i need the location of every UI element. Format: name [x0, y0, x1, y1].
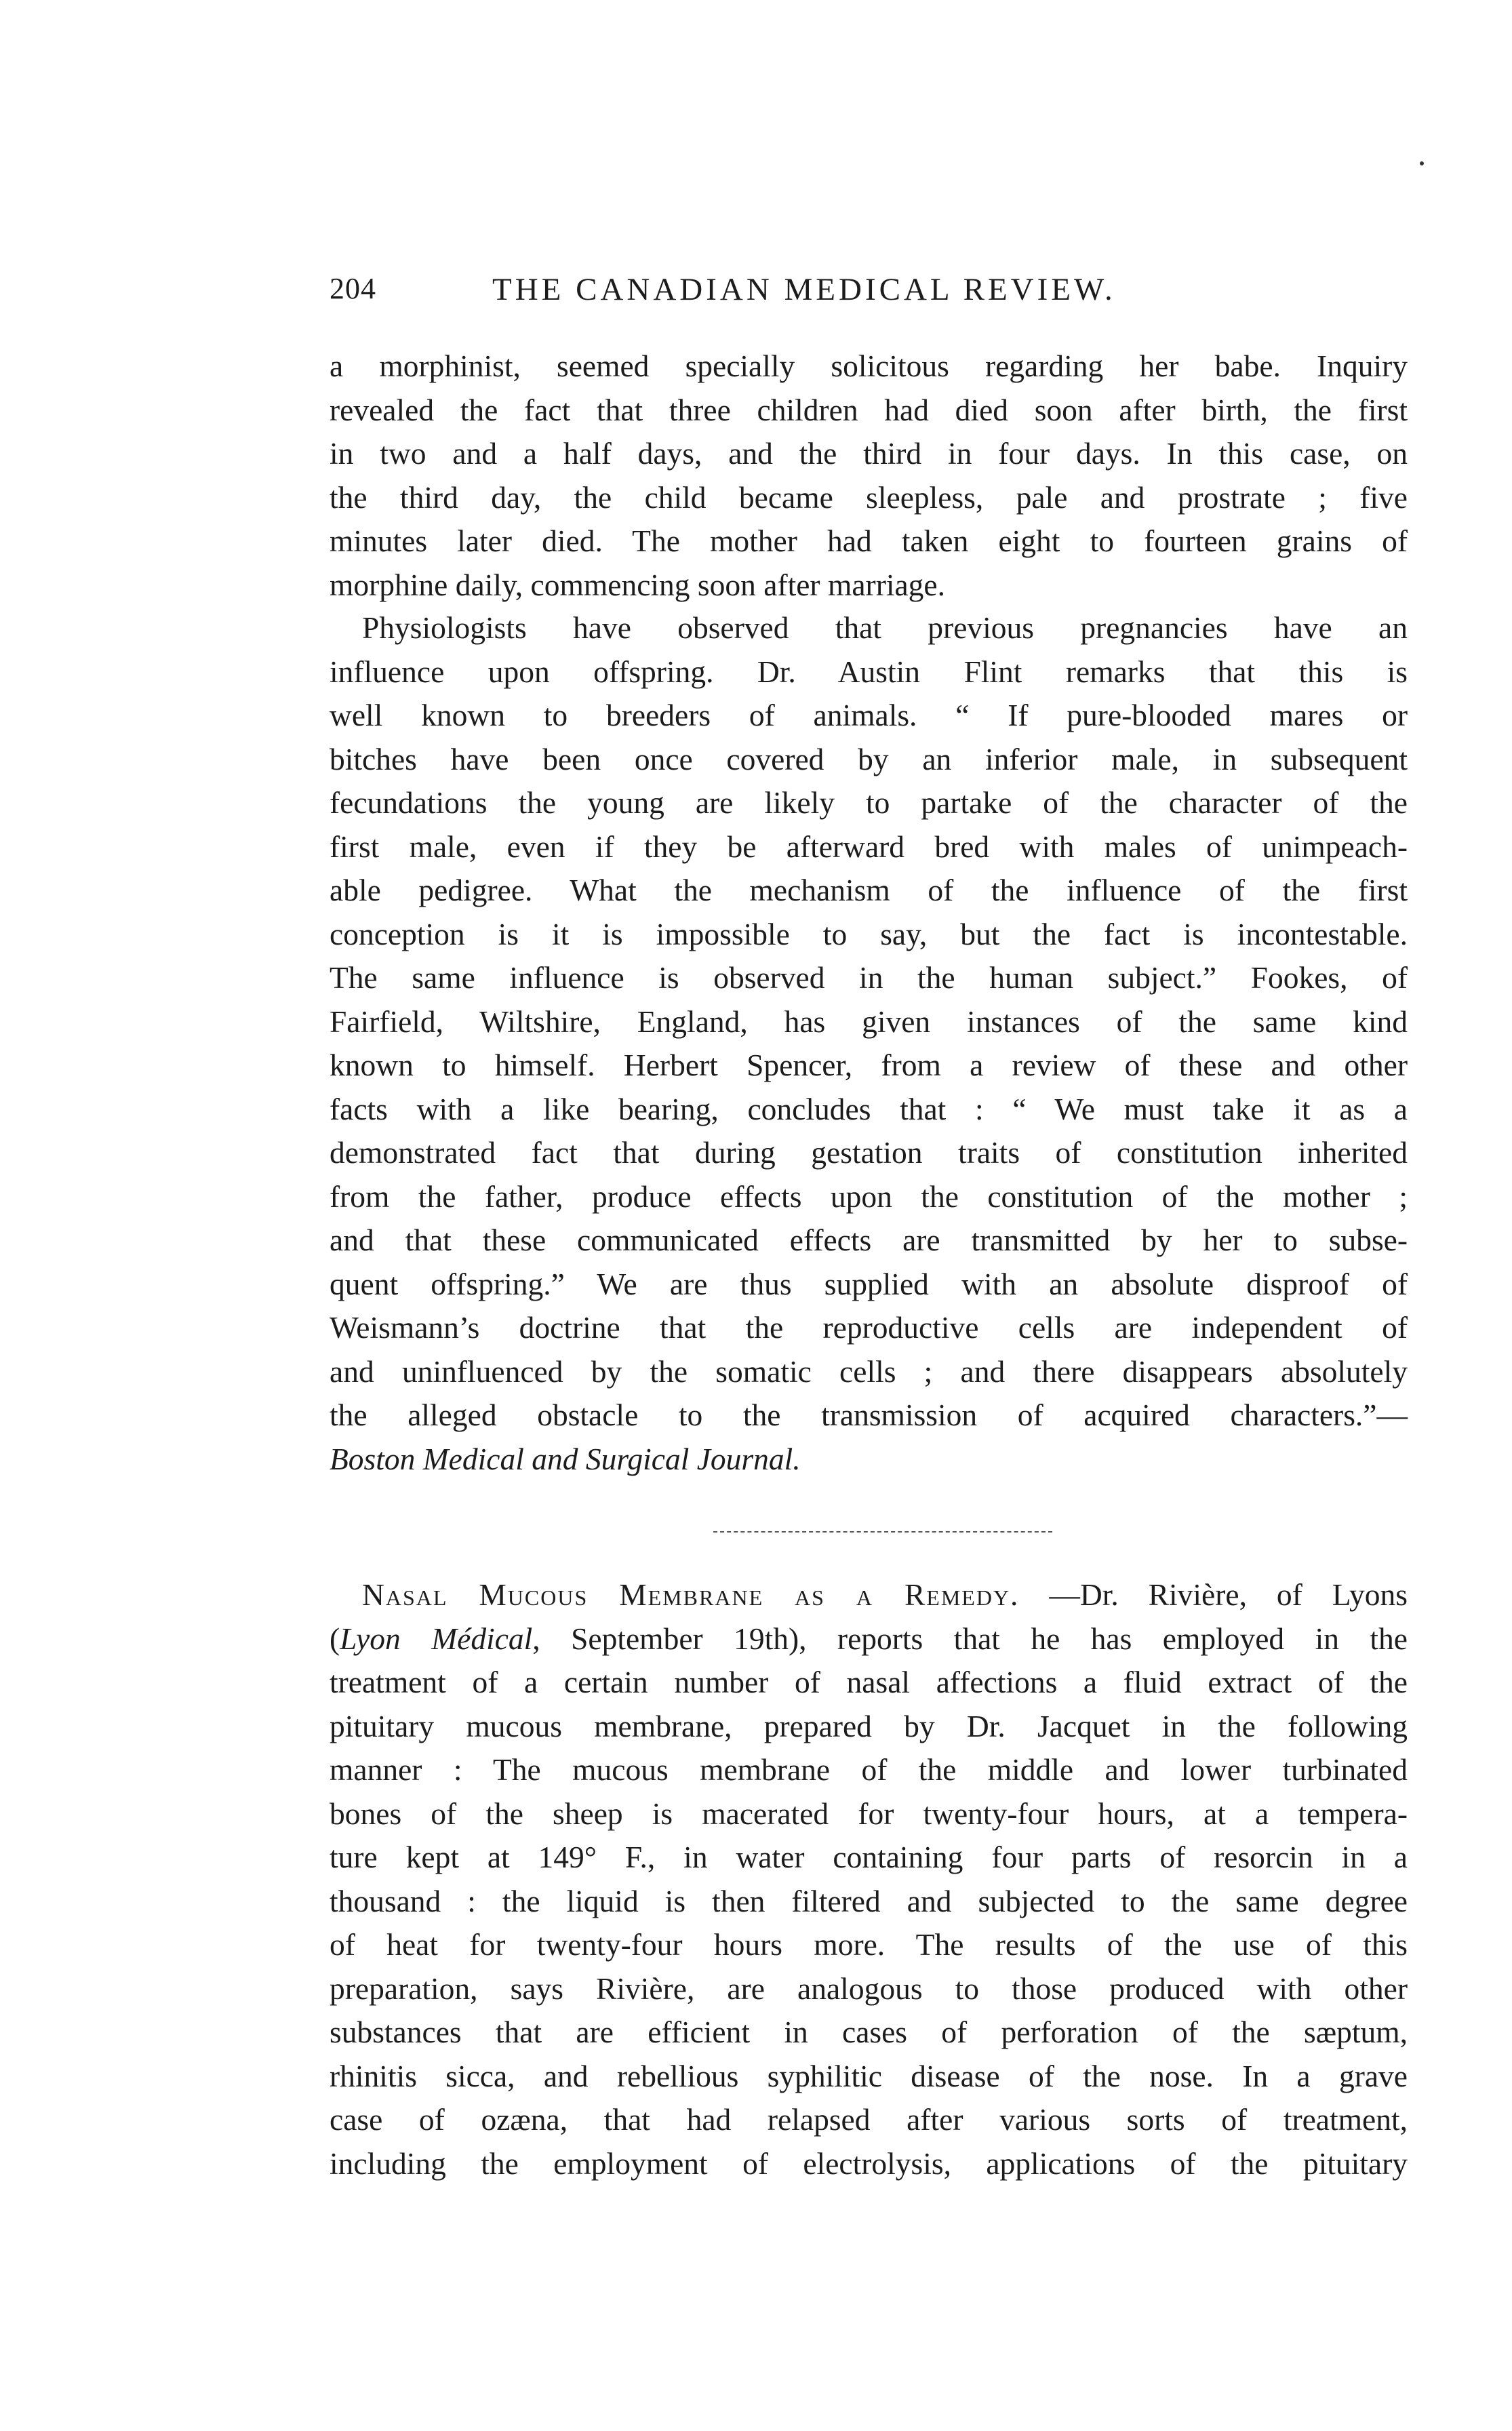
paragraph-nasal-mucous-membrane	[330, 1573, 1408, 2186]
source-citation: Boston Medical and Surgical Journal.	[330, 1441, 801, 1476]
text-line	[330, 1617, 1408, 1661]
text-line: thousand : the liquid is then filtered and subjected to the same degree	[330, 1883, 1408, 1918]
text-line: demonstrated fact that during gestation traits of constitution inherited	[330, 1135, 1408, 1170]
text-line: revealed the fact that three children had died soon after birth, the first	[330, 392, 1408, 427]
text-fragment: —Dr. Rivière, of Lyons	[1019, 1577, 1408, 1612]
text-line: The same influence is observed in the human subject.” Fookes, of	[330, 960, 1408, 995]
page-number: 204	[330, 272, 376, 305]
journal-reference: Lyon Médical	[340, 1621, 533, 1656]
journal-title: THE CANADIAN MEDICAL REVIEW.	[492, 272, 1116, 307]
text-line: and uninfluenced by the somatic cells ; and there disappears absolutely	[330, 1353, 1408, 1389]
text-line: fecundations the young are likely to partake of the character of the	[330, 785, 1408, 820]
text-line: the third day, the child became sleepless, pale and prostrate ; five	[330, 479, 1408, 515]
text-line: morphine daily, commencing soon after marriage.	[330, 567, 946, 602]
text-line: facts with a like bearing, concludes that : “ We must take it as a	[330, 1091, 1408, 1126]
section-divider	[713, 1531, 1052, 1533]
text-line: case of ozæna, that had relapsed after various sorts of treatment,	[330, 2102, 1408, 2137]
text-line: preparation, says Rivière, are analogous to those produced with other	[330, 1971, 1408, 2006]
text-line: influence upon offspring. Dr. Austin Flint remarks that this is	[330, 654, 1408, 689]
text-line: in two and a half days, and the third in four days. In this case, on	[330, 436, 1408, 471]
text-line: bones of the sheep is macerated for twenty-four hours, at a tempera-	[330, 1796, 1408, 1831]
text-line: minutes later died. The mother had taken eight to fourteen grains of	[330, 523, 1408, 558]
text-line: able pedigree. What the mechanism of the influence of the first	[330, 873, 1408, 907]
text-line: Weismann’s doctrine that the reproductive cells are independent of	[330, 1310, 1408, 1345]
paragraph-previous-pregnancies	[330, 606, 1408, 1481]
text-line: Physiologists have observed that previous pregnancies have an	[362, 610, 1408, 645]
text-line: manner : The mucous membrane of the middle and lower turbinated	[330, 1752, 1408, 1787]
text-line: pituitary mucous membrane, prepared by Dr. Jacquet in the following	[330, 1708, 1408, 1743]
text-line: from the father, produce effects upon the constitution of the mother ;	[330, 1179, 1408, 1214]
text-line: and that these communicated effects are transmitted by her to subse-	[330, 1223, 1408, 1257]
text-line: quent offspring.” We are thus supplied with an absolute disproof of	[330, 1266, 1408, 1301]
paragraph-morphine-case	[330, 344, 1408, 607]
text-line: rhinitis sicca, and rebellious syphilitic disease of the nose. In a grave	[330, 2058, 1408, 2093]
text-fragment: , September 19th), reports that he has employed in the	[532, 1621, 1408, 1656]
text-line: conception is it is impossible to say, but the fact is incontestable.	[330, 916, 1408, 951]
article-heading: Nasal Mucous Membrane as a Remedy.	[362, 1577, 1020, 1612]
text-line: including the employment of electrolysis, applications of the pituitary	[330, 2146, 1408, 2181]
text-line: known to himself. Herbert Spencer, from a review of these and other	[330, 1048, 1408, 1082]
page-speck	[1420, 161, 1424, 165]
text-line: well known to breeders of animals. “ If pure-blooded mares or	[330, 698, 1408, 732]
running-head	[330, 271, 1408, 319]
article-heading-line	[330, 1573, 1408, 1617]
text-line: treatment of a certain number of nasal affections a fluid extract of the	[330, 1665, 1408, 1699]
text-line: of heat for twenty-four hours more. The results of the use of this	[330, 1927, 1408, 1962]
text-line: bitches have been once covered by an inferior male, in subsequent	[330, 741, 1408, 776]
text-line: substances that are efficient in cases of perforation of the sæptum,	[330, 2015, 1408, 2049]
text-line: first male, even if they be afterward bred with males of unimpeach-	[330, 829, 1408, 864]
text-line: ture kept at 149° F., in water containing four parts of resorcin in a	[330, 1840, 1408, 1874]
text-line: a morphinist, seemed specially solicitous regarding her babe. Inquiry	[330, 349, 1408, 383]
text-line: the alleged obstacle to the transmission of acquired characters.”—	[330, 1398, 1408, 1432]
text-line: Fairfield, Wiltshire, England, has given instances of the same kind	[330, 1004, 1408, 1039]
open-paren: (	[330, 1621, 340, 1656]
